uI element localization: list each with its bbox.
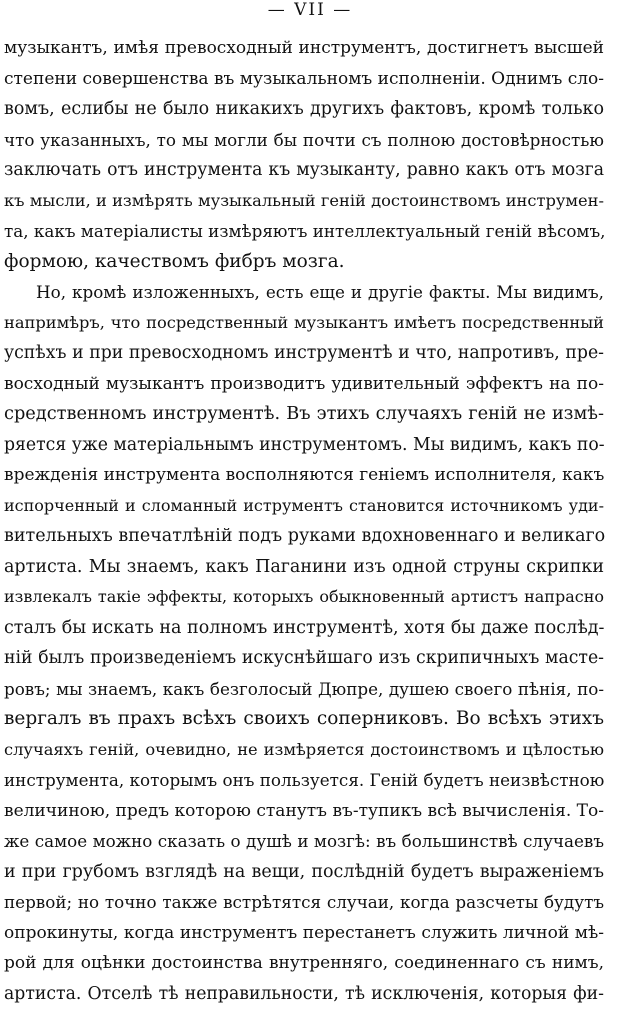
paragraph-2: [4, 277, 604, 1009]
text-line: степени совершенства въ музыкальномъ исполненіи. Однимъ сло-: [4, 64, 604, 95]
text-line: ровъ; мы знаемъ, какъ безголосый Дюпре, душею своего пѣнія, по-: [4, 674, 604, 705]
text-line: инструмента, которымъ онъ пользуется. Геній будетъ неизвѣстною: [4, 765, 604, 796]
text-line: испорченный и сломанный иструментъ становится источникомъ уди-: [4, 491, 604, 522]
text-line: же самое можно сказать о душѣ и мозгѣ: въ большинствѣ случаевъ: [4, 826, 604, 857]
text-line: что указанныхъ, то мы могли бы почти съ полною достовѣрностью: [4, 125, 604, 156]
text-line: восходный музыкантъ производитъ удивительный эффектъ на по-: [4, 369, 604, 400]
text-line: ній былъ произведеніемъ искуснѣйшаго изъ скрипичныхъ масте-: [4, 643, 604, 674]
text-line: врежденія инструмента восполняются геніемъ исполнителя, какъ: [4, 460, 604, 491]
text-line: случаяхъ геній, очевидно, не измѣряется достоинствомъ и цѣлостью: [4, 735, 604, 766]
text-line: напримѣръ, что посредственный музыкантъ имѣетъ посредственный: [4, 308, 604, 339]
text-line: первой; но точно также встрѣтятся случаи, когда разсчеты будутъ: [4, 887, 604, 918]
text-line: ряется уже матеріальнымъ инструментомъ. Мы видимъ, какъ по-: [4, 430, 604, 461]
text-line: и при грубомъ взглядѣ на вещи, послѣдній будетъ выраженіемъ: [4, 857, 604, 888]
text-line: успѣхъ и при превосходномъ инструментѣ и что, напротивъ, пре-: [4, 338, 604, 369]
text-line: сталъ бы искать на полномъ инструментѣ, хотя бы даже послѣд-: [4, 613, 604, 644]
text-line: опрокинуты, когда инструментъ перестанетъ служить личной мѣ-: [4, 918, 604, 949]
body-text: [4, 33, 604, 1009]
text-line: артиста. Мы знаемъ, какъ Паганини изъ одной струны скрипки: [4, 552, 604, 583]
page-number: — VII —: [0, 0, 620, 20]
text-line: вительныхъ впечатлѣній подъ руками вдохновеннаго и великаго: [4, 521, 604, 552]
text-line: та, какъ матеріалисты измѣряютъ интеллектуальный геній вѣсомъ,: [4, 216, 604, 247]
text-line: величиною, предъ которою станутъ въ-тупикъ всѣ вычисленія. То-: [4, 796, 604, 827]
text-line: заключать отъ инструмента къ музыканту, равно какъ отъ мозга: [4, 155, 604, 186]
text-line: Но, кромѣ изложенныхъ, есть еще и другіе факты. Мы видимъ,: [4, 277, 604, 308]
text-line: къ мысли, и измѣрять музыкальный геній достоинствомъ инструмен-: [4, 186, 604, 217]
paragraph-1: [4, 33, 604, 277]
text-line: формою, качествомъ фибръ мозга.: [4, 247, 604, 278]
text-line: вомъ, еслибы не было никакихъ другихъ фактовъ, кромѣ только: [4, 94, 604, 125]
text-line: рой для оцѣнки достоинства внутренняго, соединеннаго съ нимъ,: [4, 948, 604, 979]
text-line: музыкантъ, имѣя превосходный инструментъ, достигнетъ высшей: [4, 33, 604, 64]
text-line: артиста. Отселѣ тѣ неправильности, тѣ исключенія, которыя фи-: [4, 979, 604, 1009]
text-line: средственномъ инструментѣ. Въ этихъ случаяхъ геній не измѣ-: [4, 399, 604, 430]
text-line: вергалъ въ прахъ всѣхъ своихъ соперниковъ. Во всѣхъ этихъ: [4, 704, 604, 735]
text-line: извлекалъ такіе эффекты, которыхъ обыкновенный артистъ напрасно: [4, 582, 604, 613]
